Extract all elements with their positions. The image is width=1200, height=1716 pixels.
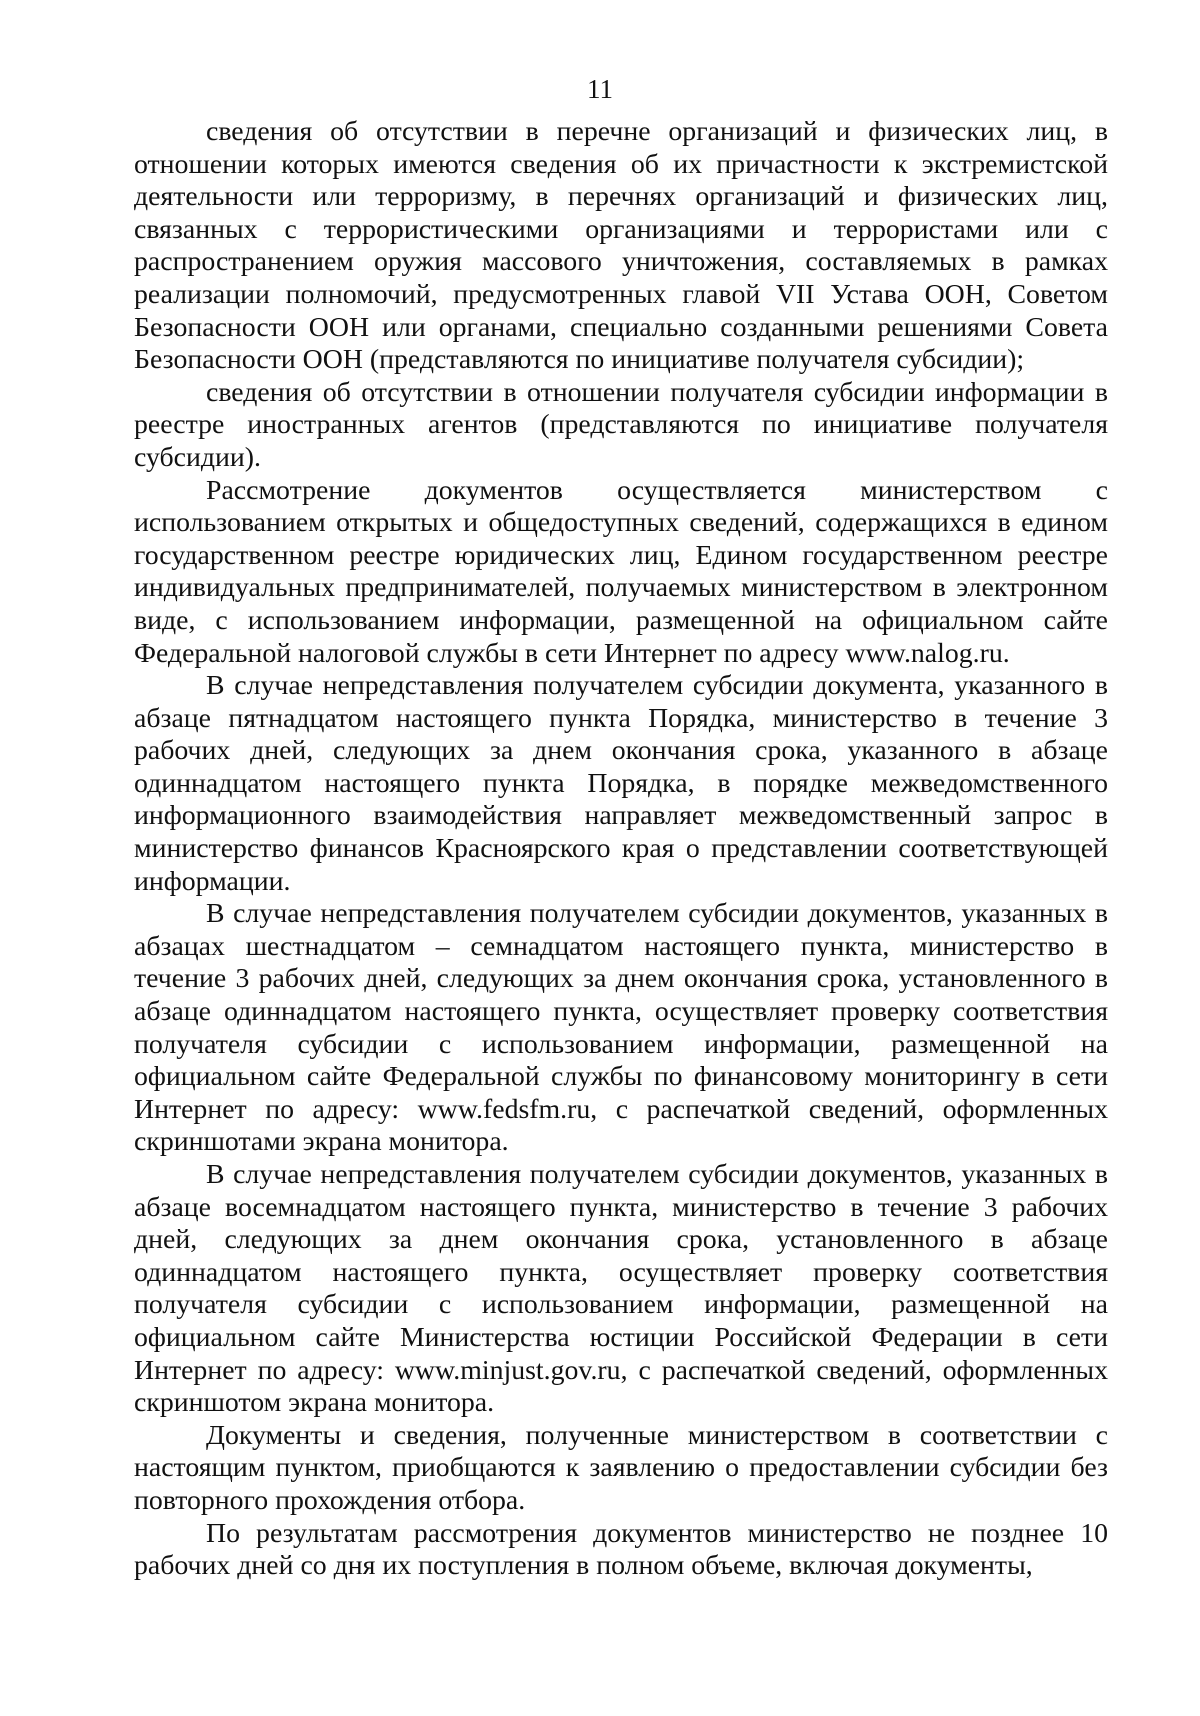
- paragraph-7: Документы и сведения, полученные министерством в соответствии с настоящим пунктом, приобщаются к заявлению о предоставлении субсидии без повторного прохождения отбора.: [134, 1419, 1108, 1516]
- paragraph-5: В случае непредставления получателем субсидии документов, указанных в абзацах шестнадцатом – семнадцатом настоящего пункта, министерство в течение 3 рабочих дней, следующих за днем окончания срока, установленного в абзаце одиннадцатом настоящего пункта, осуществляет проверку соответствия получателя субсидии с использованием информации, размещенной на официальном сайте Федеральной службы по финансовому мониторингу в сети Интернет по адресу: www.fedsfm.ru, с распечаткой сведений, оформленных скриншотами экрана монитора.: [134, 898, 1108, 1158]
- paragraph-8: По результатам рассмотрения документов министерство не позднее 10 рабочих дней со дня их поступления в полном объеме, включая документы,: [134, 1517, 1108, 1582]
- paragraph-1: сведения об отсутствии в перечне организаций и физических лиц, в отношении которых имеются сведения об их причастности к экстремистской деятельности или терроризму, в перечнях организаций и физических лиц, связанных с террористическими организациями и террористами или с распространением оружия массового уничтожения, составляемых в рамках реализации полномочий, предусмотренных главой VII Устава ООН, Советом Безопасности ООН или органами, специально созданными решениями Совета Безопасности ООН (представляются по инициативе получателя субсидии);: [134, 116, 1108, 376]
- page-number: 11: [587, 74, 613, 104]
- paragraph-3: Рассмотрение документов осуществляется министерством с использованием открытых и общедоступных сведений, содержащихся в едином государственном реестре юридических лиц, Едином государственном реестре индивидуальных предпринимателей, получаемых министерством в электронном виде, с использованием информации, размещенной на официальном сайте Федеральной налоговой службы в сети Интернет по адресу www.nalog.ru.: [134, 474, 1108, 669]
- paragraph-6: В случае непредставления получателем субсидии документов, указанных в абзаце восемнадцатом настоящего пункта, министерство в течение 3 рабочих дней, следующих за днем окончания срока, установленного в абзаце одиннадцатом настоящего пункта, осуществляет проверку соответствия получателя субсидии с использованием информации, размещенной на официальном сайте Министерства юстиции Российской Федерации в сети Интернет по адресу: www.minjust.gov.ru, с распечаткой сведений, оформленных скриншотом экрана монитора.: [134, 1159, 1108, 1419]
- paragraph-2: сведения об отсутствии в отношении получателя субсидии информации в реестре иностранных агентов (представляются по инициативе получателя субсидии).: [134, 376, 1108, 473]
- paragraph-4: В случае непредставления получателем субсидии документа, указанного в абзаце пятнадцатом настоящего пункта Порядка, министерство в течение 3 рабочих дней, следующих за днем окончания срока, указанного в абзаце одиннадцатом настоящего пункта Порядка, в порядке межведомственного информационного взаимодействия направляет межведомственный запрос в министерство финансов Красноярского края о представлении соответствующей информации.: [134, 670, 1108, 897]
- document-body: [134, 116, 1108, 1583]
